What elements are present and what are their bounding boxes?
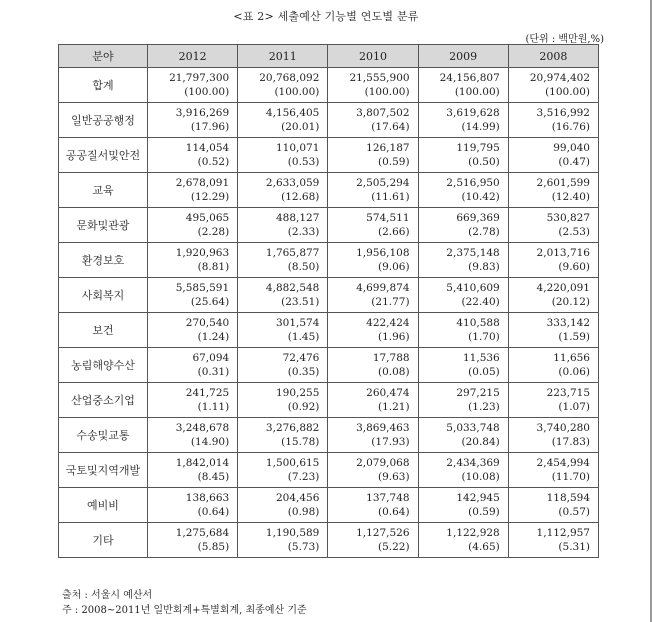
cell-amount: 11,656 [553,352,590,364]
budget-table [58,44,599,558]
cell-percent: (10.08) [461,471,500,483]
cell-amount: 1,190,589 [265,527,320,539]
cell-amount: 24,156,807 [439,72,500,84]
cell-amount: 204,456 [275,492,320,504]
table-cell [238,278,328,313]
cell-percent: (0.64) [197,506,230,518]
table-row [59,208,599,243]
table-cell [328,383,418,418]
table-cell [328,278,418,313]
table-cell [508,243,598,278]
table-cell [418,383,508,418]
header-category: 분야 [59,45,148,68]
table-cell [328,418,418,453]
header-year: 2011 [238,45,328,68]
table-cell [418,208,508,243]
cell-percent: (9.83) [468,261,500,273]
cell-amount: 3,248,678 [175,422,230,434]
cell-amount: 333,142 [546,317,590,329]
header-year: 2010 [328,45,418,68]
row-label: 사회복지 [59,278,148,313]
cell-amount: 1,920,963 [175,247,230,259]
cell-percent: (100.00) [545,86,590,98]
cell-percent: (100.00) [274,86,320,98]
table-cell [328,453,418,488]
row-label: 국토및지역개발 [59,453,148,488]
row-label: 기타 [59,523,148,558]
table-cell [418,278,508,313]
cell-amount: 2,013,716 [536,247,590,259]
cell-percent: (8.50) [287,261,320,273]
table-cell [418,68,508,103]
footnote: 주 : 2008~2011년 일반회계+특별회계, 최종예산 기준 [62,605,307,616]
cell-percent: (1.45) [287,331,320,343]
row-label: 농림해양수산 [59,348,148,383]
table-cell [148,278,238,313]
cell-amount: 2,633,059 [265,177,320,189]
row-label: 일반공공행정 [59,103,148,138]
cell-amount: 495,065 [185,212,230,224]
cell-percent: (1.24) [197,331,230,343]
cell-percent: (1.21) [377,401,410,413]
cell-amount: 1,122,928 [446,527,500,539]
row-label: 문화및관광 [59,208,148,243]
cell-amount: 2,079,068 [356,457,410,469]
cell-amount: 1,765,877 [265,247,320,259]
cell-percent: (0.50) [468,156,500,168]
cell-amount: 241,725 [185,387,230,399]
table-cell [238,348,328,383]
cell-percent: (20.12) [551,296,590,308]
cell-amount: 2,375,148 [446,247,500,259]
cell-amount: 4,156,405 [265,107,320,119]
cell-percent: (21.77) [371,296,410,308]
cell-amount: 190,255 [275,387,320,399]
table-cell [418,103,508,138]
table-row [59,383,599,418]
cell-amount: 1,842,014 [175,457,230,469]
cell-amount: 20,974,402 [529,72,590,84]
table-cell [148,383,238,418]
cell-percent: (2.53) [558,226,590,238]
table-cell [238,103,328,138]
table-cell [508,103,598,138]
table-cell [508,523,598,558]
table-row [59,103,599,138]
table-cell [418,243,508,278]
cell-amount: 2,678,091 [175,177,230,189]
cell-percent: (14.90) [190,436,230,448]
table-row [59,418,599,453]
table-row [59,173,599,208]
cell-percent: (1.70) [468,331,500,343]
cell-percent: (20.84) [461,436,500,448]
cell-percent: (100.00) [454,86,500,98]
table-row [59,313,599,348]
table-cell [418,418,508,453]
cell-amount: 3,276,882 [265,422,320,434]
cell-amount: 20,768,092 [259,72,320,84]
cell-percent: (5.85) [197,541,230,553]
cell-amount: 669,369 [456,212,500,224]
table-cell [418,453,508,488]
cell-amount: 3,807,502 [356,107,410,119]
cell-percent: (1.07) [558,401,590,413]
cell-percent: (12.29) [190,191,230,203]
cell-percent: (0.59) [468,506,500,518]
row-label: 예비비 [59,488,148,523]
row-label: 보건 [59,313,148,348]
cell-amount: 2,516,950 [446,177,500,189]
table-cell [508,348,598,383]
table-cell [238,208,328,243]
cell-amount: 5,410,609 [446,282,500,294]
cell-percent: (0.57) [558,506,590,518]
table-cell [148,173,238,208]
cell-amount: 5,585,591 [175,282,230,294]
table-cell [508,488,598,523]
cell-amount: 4,699,874 [356,282,410,294]
cell-percent: (1.59) [558,331,590,343]
table-cell [418,138,508,173]
cell-percent: (100.00) [364,86,410,98]
cell-percent: (17.93) [371,436,410,448]
cell-amount: 3,516,992 [536,107,590,119]
row-label: 합계 [59,68,148,103]
cell-percent: (12.68) [281,191,320,203]
cell-amount: 1,112,957 [536,527,590,539]
header-year: 2009 [418,45,508,68]
cell-percent: (9.63) [377,471,410,483]
cell-percent: (4.65) [468,541,500,553]
header-year: 2008 [508,45,598,68]
cell-amount: 3,916,269 [175,107,230,119]
cell-amount: 2,601,599 [536,177,590,189]
table-cell [148,488,238,523]
row-label: 환경보호 [59,243,148,278]
cell-percent: (22.40) [461,296,500,308]
table-cell [238,173,328,208]
cell-percent: (20.01) [281,121,320,133]
cell-percent: (8.81) [197,261,230,273]
cell-amount: 126,187 [366,142,410,154]
header-year: 2012 [148,45,238,68]
row-label: 수송및교통 [59,418,148,453]
cell-amount: 11,536 [463,352,500,364]
cell-percent: (16.76) [551,121,590,133]
table-cell [148,138,238,173]
cell-amount: 119,795 [456,142,500,154]
table-cell [508,313,598,348]
table-row [59,348,599,383]
table-caption: <표 2> 세출예산 기능별 연도별 분류 [233,10,419,23]
cell-amount: 2,454,994 [536,457,590,469]
cell-percent: (7.23) [287,471,320,483]
cell-amount: 138,663 [185,492,230,504]
cell-percent: (17.83) [551,436,590,448]
table-cell [418,523,508,558]
cell-percent: (1.11) [197,401,230,413]
cell-percent: (5.22) [377,541,410,553]
cell-amount: 530,827 [546,212,590,224]
table-cell [328,208,418,243]
cell-percent: (0.35) [287,366,320,378]
cell-percent: (8.45) [197,471,230,483]
cell-percent: (0.92) [287,401,320,413]
cell-amount: 260,474 [366,387,410,399]
cell-amount: 110,071 [275,142,320,154]
cell-percent: (100.00) [184,86,230,98]
cell-amount: 1,500,615 [265,457,320,469]
table-row [59,68,599,103]
table-cell [328,488,418,523]
cell-amount: 114,054 [185,142,230,154]
cell-amount: 67,094 [192,352,230,364]
table-cell [148,243,238,278]
cell-percent: (2.33) [287,226,320,238]
cell-percent: (2.78) [468,226,500,238]
table-cell [148,68,238,103]
table-cell [238,243,328,278]
table-cell [508,208,598,243]
cell-percent: (0.47) [558,156,590,168]
table-cell [328,173,418,208]
table-row [59,488,599,523]
cell-amount: 21,555,900 [349,72,410,84]
table-cell [148,208,238,243]
cell-amount: 297,215 [456,387,500,399]
table-cell [328,313,418,348]
cell-percent: (0.59) [377,156,410,168]
cell-amount: 270,540 [185,317,230,329]
table-row [59,138,599,173]
cell-percent: (5.31) [558,541,590,553]
cell-percent: (25.64) [190,296,230,308]
cell-amount: 4,220,091 [536,282,590,294]
cell-amount: 5,033,748 [446,422,500,434]
cell-amount: 21,797,300 [169,72,230,84]
table-cell [508,383,598,418]
cell-percent: (11.61) [371,191,410,203]
table-cell [328,103,418,138]
cell-percent: (11.70) [551,471,590,483]
table-cell [148,103,238,138]
table-cell [238,488,328,523]
unit-note: (단위 : 백만원,%) [525,34,604,45]
table-cell [148,348,238,383]
table-cell [508,418,598,453]
cell-amount: 3,740,280 [536,422,590,434]
row-label: 산업중소기업 [59,383,148,418]
table-row [59,243,599,278]
table-cell [328,138,418,173]
table-cell [238,68,328,103]
cell-amount: 137,748 [366,492,410,504]
cell-percent: (0.05) [468,366,500,378]
cell-amount: 1,956,108 [356,247,410,259]
cell-amount: 1,127,526 [356,527,410,539]
cell-amount: 4,882,548 [265,282,320,294]
table-cell [238,418,328,453]
table-cell [238,523,328,558]
table-cell [508,138,598,173]
cell-percent: (17.64) [371,121,410,133]
table-cell [418,173,508,208]
table-row [59,278,599,313]
cell-percent: (9.06) [377,261,410,273]
cell-amount: 17,788 [372,352,410,364]
cell-amount: 2,434,369 [446,457,500,469]
cell-amount: 574,511 [366,212,410,224]
cell-percent: (0.31) [197,366,230,378]
cell-percent: (2.66) [377,226,410,238]
cell-percent: (0.98) [287,506,320,518]
row-label: 교육 [59,173,148,208]
source-note: 출처 : 서울시 예산서 [62,590,153,601]
cell-amount: 72,476 [282,352,320,364]
row-label: 공공질서및안전 [59,138,148,173]
table-cell [508,278,598,313]
table-cell [238,453,328,488]
table-cell [238,383,328,418]
table-cell [328,68,418,103]
header-row [59,45,599,68]
table-cell [418,488,508,523]
cell-percent: (2.28) [197,226,230,238]
cell-percent: (5.73) [287,541,320,553]
cell-percent: (0.08) [377,366,410,378]
cell-amount: 142,945 [456,492,500,504]
table-row [59,523,599,558]
cell-amount: 488,127 [275,212,320,224]
cell-percent: (9.60) [558,261,590,273]
table-cell [148,523,238,558]
cell-amount: 1,275,684 [175,527,230,539]
cell-amount: 410,588 [456,317,500,329]
table-cell [328,523,418,558]
table-cell [238,138,328,173]
table-cell [148,418,238,453]
table-row [59,453,599,488]
cell-amount: 223,715 [546,387,590,399]
table-cell [418,348,508,383]
table-cell [148,313,238,348]
cell-percent: (0.64) [377,506,410,518]
cell-amount: 301,574 [275,317,320,329]
cell-amount: 118,594 [546,492,590,504]
table-cell [328,348,418,383]
cell-percent: (17.96) [190,121,230,133]
cell-percent: (12.40) [551,191,590,203]
cell-percent: (10.42) [461,191,500,203]
table-cell [508,453,598,488]
cell-amount: 3,619,628 [446,107,500,119]
table-cell [508,68,598,103]
cell-amount: 2,505,294 [356,177,410,189]
cell-percent: (15.78) [281,436,320,448]
cell-percent: (0.52) [197,156,230,168]
table-cell [148,453,238,488]
cell-percent: (0.53) [287,156,320,168]
cell-amount: 3,869,463 [356,422,410,434]
table-cell [418,313,508,348]
table-cell [238,313,328,348]
cell-percent: (1.23) [468,401,500,413]
cell-amount: 422,424 [366,317,410,329]
cell-amount: 99,040 [553,142,590,154]
cell-percent: (1.96) [377,331,410,343]
table-cell [328,243,418,278]
cell-percent: (14.99) [461,121,500,133]
cell-percent: (23.51) [281,296,320,308]
table-cell [508,173,598,208]
cell-percent: (0.06) [558,366,590,378]
